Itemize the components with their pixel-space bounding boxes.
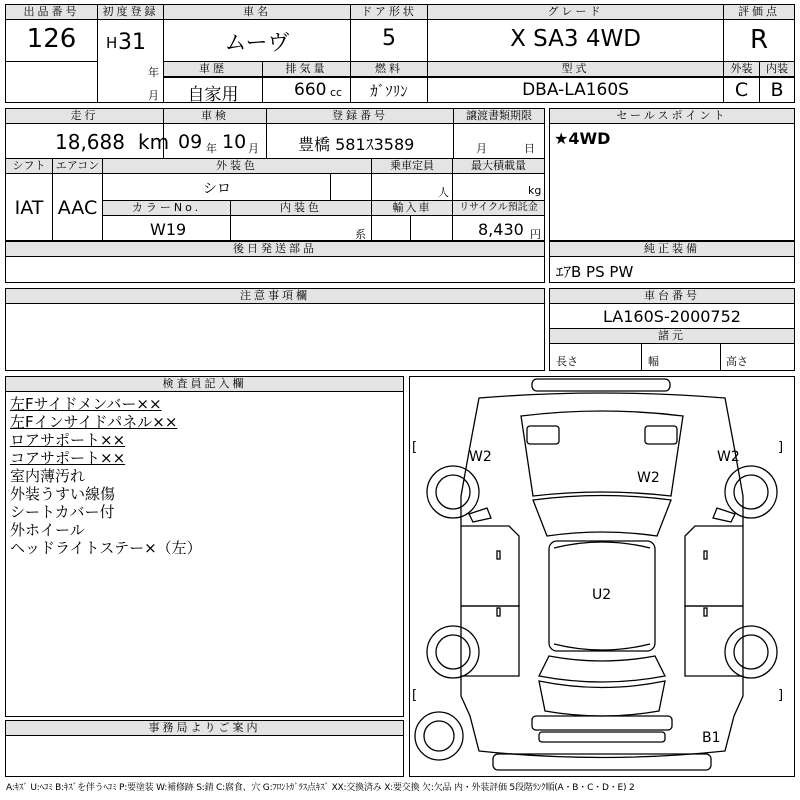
note-line: シートカバー付 xyxy=(10,503,115,521)
model-label: 型式 xyxy=(561,62,590,75)
max-load-label: 最大積載量 xyxy=(471,159,526,172)
lot-number-label: 出品番号 xyxy=(23,5,80,18)
note-line: コアサポート×× xyxy=(10,449,126,467)
chassis-number: LA160S-2000752 xyxy=(603,307,741,326)
registration-number-label: 登録番号 xyxy=(332,109,388,122)
car-name: ムーヴ xyxy=(224,31,290,56)
recycle-unit: 円 xyxy=(530,228,541,241)
sales-point-label: セールスポイント xyxy=(616,109,728,122)
car-diagram xyxy=(409,376,795,777)
inspector-notes-list xyxy=(10,395,400,557)
length-label: 長さ xyxy=(556,355,578,368)
fuel-label: 燃料 xyxy=(375,62,403,75)
inspector-notes-label: 検査員記入欄 xyxy=(162,377,247,390)
mark-hood: W2 xyxy=(637,470,660,486)
score: R xyxy=(749,25,769,55)
bracket-right-rear: ] xyxy=(778,688,784,703)
grade: X SA3 4WD xyxy=(510,26,641,52)
exterior-grade: C xyxy=(734,79,749,101)
bracket-left-rear: [ xyxy=(412,688,418,703)
mark-rear-bumper: B1 xyxy=(702,730,721,746)
displacement-label: 排気量 xyxy=(285,62,328,75)
era-prefix: H xyxy=(106,34,118,52)
exterior-color-label: 外装色 xyxy=(216,159,258,172)
vehicle-history: 自家用 xyxy=(187,85,239,105)
door-count: 5 xyxy=(382,26,396,51)
exterior-color: シロ xyxy=(203,181,231,197)
max-load-unit: kg xyxy=(528,184,542,197)
inspection-month-unit: 月 xyxy=(248,142,259,155)
bracket-right-front: ] xyxy=(778,440,784,455)
exterior-label: 外装 xyxy=(730,62,753,75)
displacement-unit: cc xyxy=(330,86,343,99)
recycle-deposit-label: リサイクル預託金 xyxy=(459,202,538,213)
capacity-label: 乗車定員 xyxy=(390,159,434,172)
note-line: 室内薄汚れ xyxy=(10,467,86,485)
aircon-label: エアコン xyxy=(55,159,100,172)
legend: A:ｷｽﾞ U:ﾍｺﾐ B:ｷｽﾞを伴うﾍｺﾐ P:要塗装 W:補修跡 S:錆 C:腐食、穴 G:ﾌﾛﾝﾄｶﾞﾗｽ点ｷｽﾞ XX:交換済み X:要交換 欠:欠品 内・外装評価 5段階ﾗﾝｸ順(A・B・C・D・E) 2 xyxy=(6,783,635,793)
note-line: ヘッドライトステー×（左） xyxy=(10,539,202,557)
interior-color-label: 内装色 xyxy=(280,201,322,214)
lot-number: 126 xyxy=(26,24,77,54)
car-name-label: 車名 xyxy=(243,5,271,18)
registration-year: 31 xyxy=(118,30,146,55)
interior-color-unit: 系 xyxy=(355,228,366,241)
registration-number: 豊橋 581ｽ3589 xyxy=(298,135,415,154)
color-number: W19 xyxy=(150,220,187,239)
interior-label: 内装 xyxy=(766,62,788,75)
history-label: 車歴 xyxy=(199,62,227,75)
score-label: 評価点 xyxy=(738,5,780,18)
transfer-day: 日 xyxy=(524,142,535,155)
inspection-label: 車検 xyxy=(201,109,229,122)
capacity-unit: 人 xyxy=(438,186,449,199)
note-line: 外装うすい線傷 xyxy=(10,485,116,503)
mark-right-front-fender: W2 xyxy=(717,449,740,465)
year-unit: 年 xyxy=(148,66,159,79)
mileage-label: 走行 xyxy=(70,109,99,122)
interior-grade: B xyxy=(770,79,784,101)
import-label: 輸入車 xyxy=(392,201,432,214)
note-line: 左Fサイドメンバー×× xyxy=(10,395,162,413)
displacement: 660 xyxy=(294,80,327,100)
caution-label: 注意事項欄 xyxy=(240,289,310,302)
grade-label: グレード xyxy=(547,5,604,18)
color-number-label: カラーNo. xyxy=(131,201,202,214)
note-line: 左Fインサイドパネル×× xyxy=(10,413,178,431)
mileage-unit: km xyxy=(138,130,170,154)
month-unit: 月 xyxy=(148,89,159,102)
vehicle-details xyxy=(5,108,545,241)
sales-point: ★4WD xyxy=(554,129,611,148)
width-label: 幅 xyxy=(648,355,659,368)
recycle-deposit: 8,430 xyxy=(478,220,524,239)
mark-left-front-fender: W2 xyxy=(469,449,492,465)
sales-point-section xyxy=(549,108,795,241)
equipment: ｴｱB PS PW xyxy=(556,263,634,281)
equipment-label: 純正装備 xyxy=(644,242,700,255)
note-line: 外ホイール xyxy=(10,521,85,539)
inspection-month: 10 xyxy=(222,131,247,153)
mark-roof: U2 xyxy=(592,587,612,603)
height-label: 高さ xyxy=(726,355,748,368)
shift-label: シフト xyxy=(12,159,46,172)
inspection-year: 09 xyxy=(178,131,203,153)
later-parts-label: 後日発送部品 xyxy=(233,242,317,255)
fuel-type: ｶﾞｿﾘﾝ xyxy=(370,82,408,100)
note-line: ロアサポート×× xyxy=(10,431,126,449)
transfer-month: 月 xyxy=(476,142,487,155)
door-type-label: ドア形状 xyxy=(361,5,417,18)
chassis-number-label: 車台番号 xyxy=(644,289,700,302)
first-registration-label: 初度登録 xyxy=(102,5,159,18)
shift-type: IAT xyxy=(14,197,44,219)
aircon-type: AAC xyxy=(57,197,98,219)
bracket-left-front: [ xyxy=(412,440,418,455)
model-code: DBA-LA160S xyxy=(522,80,629,100)
transfer-deadline-label: 譲渡書類期限 xyxy=(466,109,532,122)
inspection-year-unit: 年 xyxy=(206,142,217,155)
office-info-label: 事務局よりご案内 xyxy=(148,721,261,734)
mileage: 18,688 xyxy=(55,130,125,154)
dimensions-label: 諸元 xyxy=(658,329,686,342)
